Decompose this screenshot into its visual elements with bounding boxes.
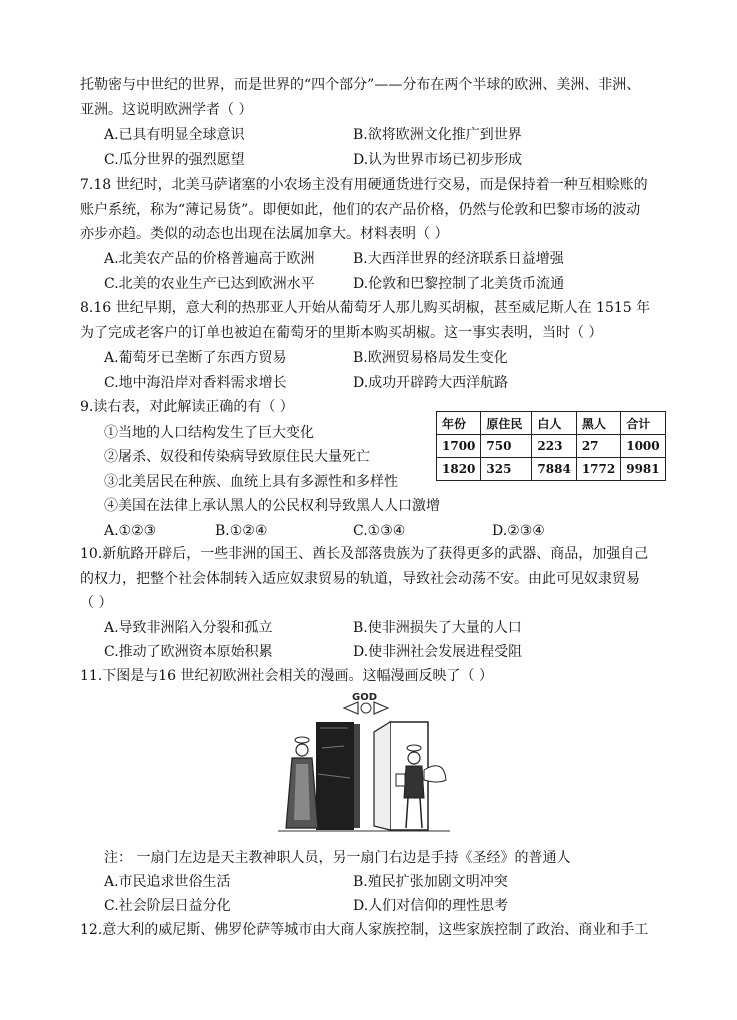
table-cell: 1820 — [437, 458, 481, 481]
q8-option-a: A.葡萄牙已垄断了东西方贸易 — [104, 350, 287, 366]
q6-option-a: A.已具有明显全球意识 — [104, 127, 245, 143]
q6-option-b: B.欲将欧洲文化推广到世界 — [353, 127, 522, 143]
q11-option-c: C.社会阶层日益分化 — [104, 898, 231, 914]
q7-option-c: C.北美的农业生产已达到欧洲水平 — [104, 276, 315, 292]
q8-stem-line1: 8.16 世纪早期，意大利的热那亚人开始从葡萄牙人那儿购买胡椒，甚至威尼斯人在 1515 年 — [80, 300, 651, 316]
q10-option-a: A.导致非洲陷入分裂和孤立 — [104, 620, 273, 636]
q11-option-d: D.人们对信仰的理性思考 — [353, 898, 509, 914]
population-table — [436, 411, 666, 481]
q9-option-d: D.②③④ — [492, 523, 545, 539]
q12-stem-line1: 12.意大利的威尼斯、佛罗伦萨等城市由大商人家族控制，这些家族控制了政治、商业和手工 — [80, 922, 649, 938]
q10-stem-line2: 的权力，把整个社会体制转入适应奴隶贸易的轨道，导致社会动荡不安。由此可见奴隶贸易 — [80, 571, 640, 587]
q9-stem: 9.读右表，对此解读正确的有（ ） — [80, 399, 294, 415]
q10-stem-line3: （ ） — [80, 595, 113, 611]
table-header-cell: 黑人 — [576, 412, 620, 435]
q9-statement-1: ①当地的人口结构发生了巨大变化 — [104, 425, 314, 441]
bible-icon — [396, 774, 405, 786]
q10-option-d: D.使非洲社会发展进程受阻 — [353, 644, 523, 660]
table-header-cell: 年份 — [437, 412, 481, 435]
q9-statement-2: ②屠杀、奴役和传染病导致原住民大量死亡 — [104, 449, 370, 465]
table-header-cell: 合计 — [621, 412, 665, 435]
q11-note: 注： 一扇门左边是天主教神职人员，另一扇门右边是手持《圣经》的普通人 — [104, 850, 571, 866]
q8-option-c: C.地中海沿岸对香料需求增长 — [104, 375, 287, 391]
table-row — [437, 435, 666, 458]
q9-option-c: C.①③④ — [353, 523, 406, 539]
q9-option-b: B.①②④ — [215, 523, 268, 539]
q11-option-b: B.殖民扩张加剧文明冲突 — [353, 874, 508, 890]
q7-stem-line3: 亦步亦趋。类似的动态也出现在法属加拿大。材料表明（ ） — [80, 226, 449, 242]
door-frame — [354, 724, 360, 828]
cartoon-image — [278, 688, 450, 836]
q7-option-a: A.北美农产品的价格普遍高于欧洲 — [104, 251, 315, 267]
table-row — [437, 458, 666, 481]
q7-stem-line1: 7.18 世纪时，北美马萨诸塞的小农场主没有用硬通货进行交易，而是保持着一种互相赊账的 — [80, 177, 648, 193]
table-cell: 1772 — [576, 458, 620, 481]
clergy-figure-icon — [286, 737, 318, 828]
open-door-panel — [374, 722, 390, 830]
table-cell: 223 — [532, 435, 576, 458]
table-cell: 1700 — [437, 435, 481, 458]
table-cell: 27 — [576, 435, 620, 458]
q9-option-a: A.①②③ — [104, 523, 157, 539]
table-header-row — [437, 412, 666, 435]
q6-stem-line2: 亚洲。这说明欧洲学者（ ） — [80, 102, 253, 118]
q9-statement-3: ③北美居民在种族、血统上具有多源性和多样性 — [104, 474, 398, 490]
q6-stem-line1: 托勒密与中世纪的世界，而是世界的“四个部分”——分布在两个半球的欧洲、美洲、非洲、 — [80, 77, 641, 93]
q7-option-d: D.伦敦和巴黎控制了北美货币流通 — [353, 276, 565, 292]
table-cell: 7884 — [532, 458, 576, 481]
q7-option-b: B.大西洋世界的经济联系日益增强 — [353, 251, 564, 267]
table-cell: 9981 — [621, 458, 665, 481]
cartoon-god-label: GOD — [352, 692, 378, 703]
q11-option-a: A.市民追求世俗生活 — [104, 874, 231, 890]
table-cell: 750 — [481, 435, 532, 458]
table-cell: 1000 — [621, 435, 665, 458]
arrow-sign-icon — [344, 702, 388, 714]
q11-stem: 11.下图是与16 世纪初欧洲社会相关的漫画。这幅漫画反映了（ ） — [80, 668, 493, 684]
q6-option-c: C.瓜分世界的强烈愿望 — [104, 152, 245, 168]
q7-stem-line2: 账户系统，称为“薄记易货”。即便如此，他们的农产品价格，仍然与伦敦和巴黎市场的波动 — [80, 202, 641, 218]
q8-option-b: B.欧洲贸易格局发生变化 — [353, 350, 508, 366]
q10-option-c: C.推动了欧洲资本原始积累 — [104, 644, 273, 660]
table-header-cell: 原住民 — [481, 412, 532, 435]
table-cell: 325 — [481, 458, 532, 481]
table-header-cell: 白人 — [532, 412, 576, 435]
q10-option-b: B.使非洲损失了大量的人口 — [353, 620, 522, 636]
q9-statement-4: ④美国在法律上承认黑人的公民权利导致黑人人口激增 — [104, 498, 440, 514]
q10-stem-line1: 10.新航路开辟后，一些非洲的国王、酋长及部落贵族为了获得更多的武器、商品，加强自己 — [80, 546, 649, 562]
q8-option-d: D.成功开辟跨大西洋航路 — [353, 375, 509, 391]
q8-stem-line2: 为了完成老客户的订单也被迫在葡萄牙的里斯本购买胡椒。这一事实表明，当时（ ） — [80, 325, 603, 341]
q6-option-d: D.认为世界市场已初步形成 — [353, 152, 523, 168]
